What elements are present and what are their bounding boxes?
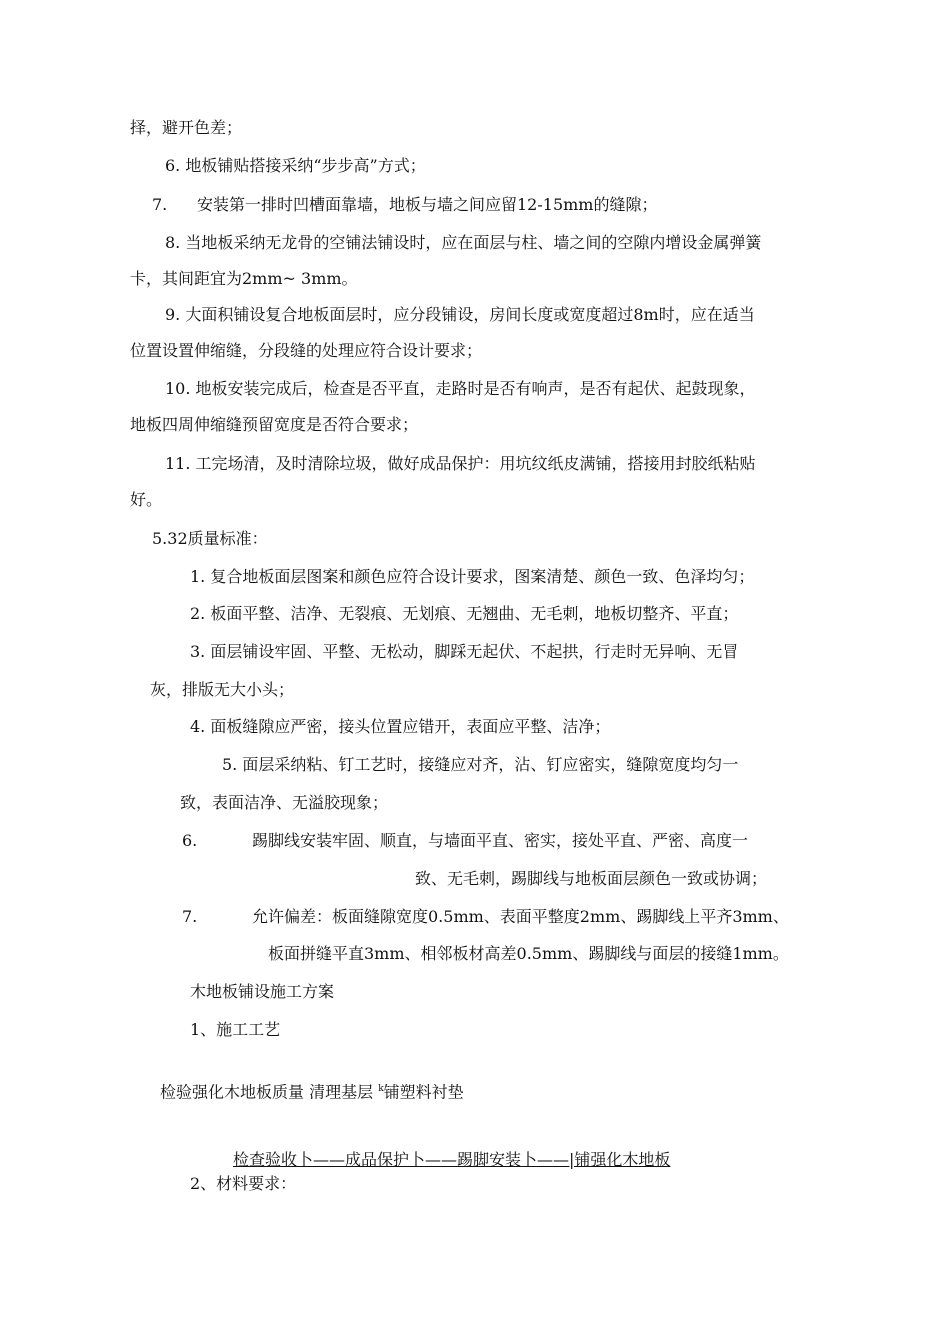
list-item-number: 6. [182,831,198,850]
process-flow-row: 检查验收卜——成品保护卜——踢脚安装卜——|铺强化木地板 [233,1150,671,1169]
list-item: 3. 面层铺设牢固、平整、无松动，脚踩无起伏、不起拱，行走时无异响、无冒 [190,642,739,661]
process-step-text: 检验强化木地板质量 清理基层 [160,1082,379,1102]
list-item: 5. 面层采纳粘、钉工艺时，接缝应对齐，沾、钉应密实，缝隙宽度均匀一 [222,755,739,774]
list-item-number: 7. [152,195,168,214]
section-heading: 5.32质量标准： [152,529,268,548]
text-line: 择，避开色差； [130,118,243,137]
section-heading: 1、施工工艺 [190,1020,281,1039]
list-item: 允许偏差：板面缝隙宽度0.5mm、表面平整度2mm、踢脚线上平齐3mm、 [252,907,789,926]
text-line: 板面拼缝平直3mm、相邻板材高差0.5mm、踢脚线与面层的接缝1mm。 [268,944,789,963]
list-item: 踢脚线安装牢固、顺直，与墙面平直、密实，接处平直、严密、高度一 [252,831,749,850]
process-flow-row [160,1078,464,1100]
text-line: 致、无毛刺，踢脚线与地板面层颜色一致或协调； [415,869,768,888]
text-line: 好。 [130,490,163,509]
text-line: 地板四周伸缩缝预留宽度是否符合要求； [130,415,419,434]
list-item: 10. 地板安装完成后，检查是否平直，走路时是否有响声，是否有起伏、起鼓现象， [165,379,756,398]
process-step-text: 铺塑料衬垫 [383,1082,464,1102]
text-line: 致，表面洁净、无溢胶现象； [180,793,389,812]
superscript-mark: k [378,1084,384,1094]
text-line: 卡，其间距宜为2mm~ 3mm。 [130,269,358,288]
list-item: 8. 当地板采纳无龙骨的空铺法铺设时，应在面层与柱、墙之间的空隙内增设金属弹簧 [165,233,762,252]
list-item-number: 7. [182,907,198,926]
list-item: 安装第一排时凹槽面靠墙，地板与墙之间应留12-15mm的缝隙； [197,195,658,214]
list-item: 11. 工完场清，及时清除垃圾，做好成品保护：用坑纹纸皮满铺，搭接用封胶纸粘贴 [165,454,756,473]
list-item: 4. 面板缝隙应严密，接头位置应错开，表面应平整、洁净； [190,717,611,736]
section-title: 木地板铺设施工方案 [190,982,335,1001]
text-line: 位置设置伸缩缝，分段缝的处理应符合设计要求； [130,341,483,360]
text-line: 灰，排版无大小头； [150,680,295,699]
list-item: 9. 大面积铺设复合地板面层时，应分段铺设，房间长度或宽度超过8m时，应在适当 [165,305,755,324]
list-item: 6. 地板铺贴搭接采纳“步步高”方式； [165,156,426,175]
list-item: 1. 复合地板面层图案和颜色应符合设计要求，图案清楚、颜色一致、色泽均匀； [190,567,755,586]
list-item: 2. 板面平整、洁净、无裂痕、无划痕、无翘曲、无毛刺，地板切整齐、平直； [190,604,739,623]
section-heading: 2、材料要求： [190,1174,297,1193]
